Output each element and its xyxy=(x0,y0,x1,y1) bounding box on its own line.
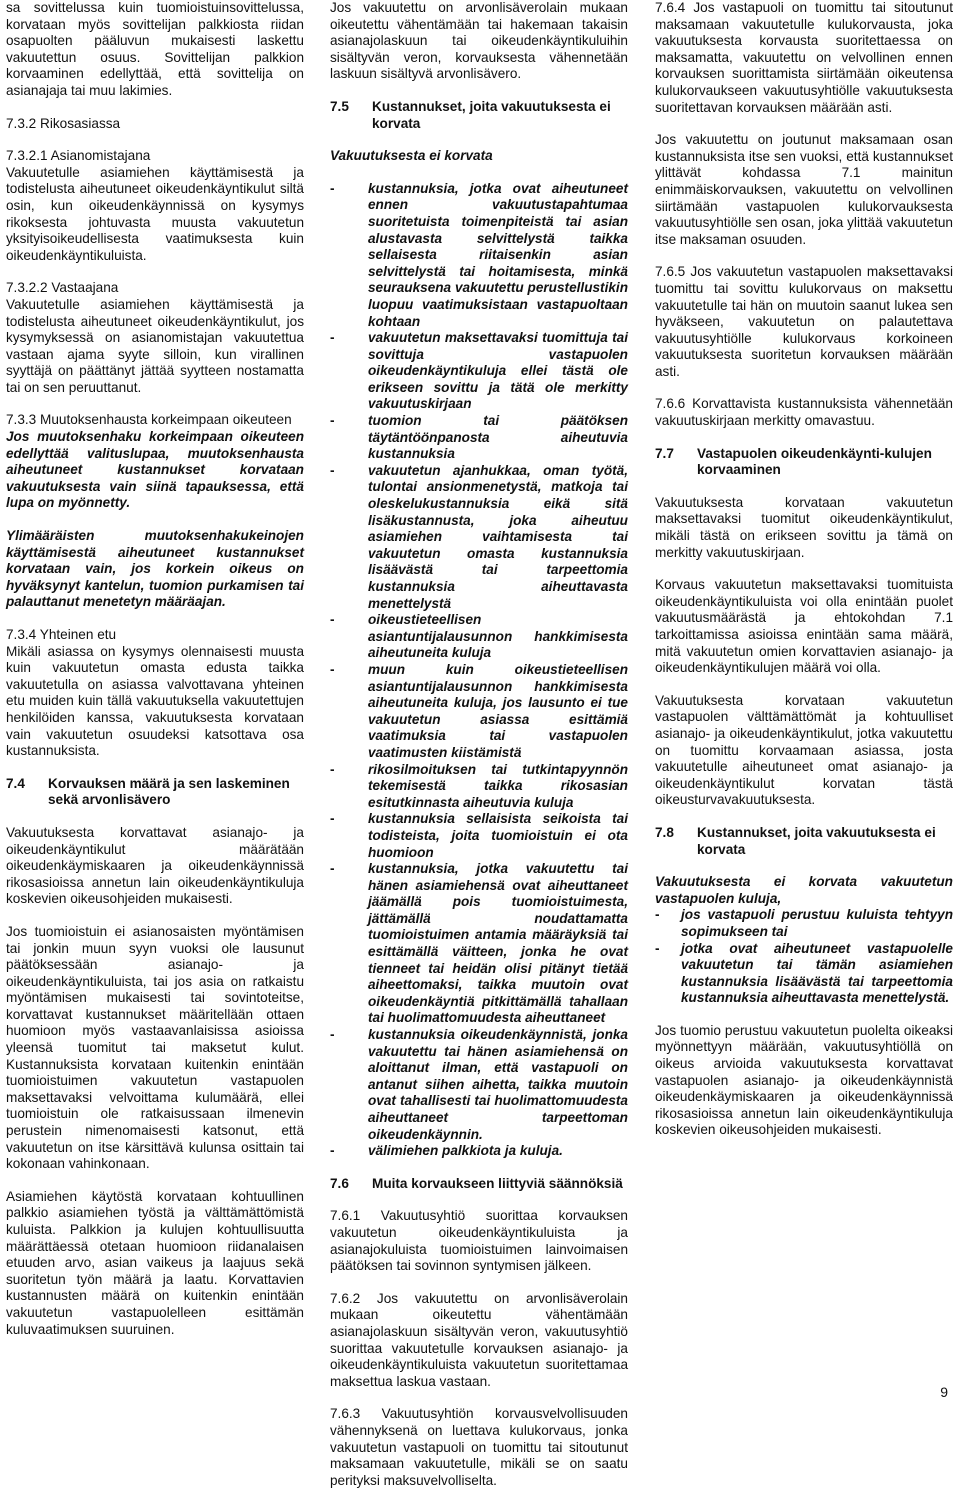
paragraph-7-4-2: Jos tuomioistuin ei asianosaisten myöntämisen tai jonkin muun syyn vuoksi ole lausunut päätöksessään asianajo- ja oikeudenkäyntikuluista, tai jos asia on ratkaistu myöntämisen mukaisesti tai sovintoteitse, korvattavat kustannukset määritellään ottaen huomioon myös vastaavanlaisissa asioissa yleensä tuomitut tai maksetut kulut. Kustannuksista korvataan kuitenkin enintään tuomioistuimen vakuutetun vastapuolen maksettavaksi velvoittama kulumäärä, ellei tuomioistuin ole ratkaisussaan ilmenevin perustein nimenomaisesti katsonut, että vakuutetun on itse kärsittävä kulunsa osittain tai kokonaan vahinkonaan. xyxy=(6,923,304,1172)
heading-7-6 xyxy=(330,1176,628,1193)
paragraph-7-6-2: 7.6.2 Jos vakuutettu on arvonlisäverolain mukaan oikeutettu vähentämään asianajolaskuun sisältyvän veron, vakuutusyhtiö suorittaa vakuutetulle korvauksen asianajo- ja oikeudenkäyntikuluista vakuutetun suoritettamaa maksettua laskua vastaan. xyxy=(330,1290,628,1389)
paragraph-arvonlisavero: Jos vakuutettu on arvonlisäverolain mukaan oikeutettu vähentämään tai hakemaan takaisin asianajolaskuun tai oikeudenkäyntikuluihin sisältyvän veron, korvauksesta vähennetään laskuun sisältyvä arvonlisävero. xyxy=(330,0,628,82)
paragraph-7-3-2-1: Vakuutetulle asiamiehen käyttämisestä ja todistelusta aiheutuneet oikeudenkäyntikulut siltä osin, kun oikeudenkäynnissä on kysymys rikoksesta johtuvasta muusta vakuutetun yksityisoikeudellisesta vaatimuksesta kuin oikeudenkäyntikuluista. xyxy=(6,164,304,263)
heading-7-6-title: Muita korvaukseen liittyviä säännöksiä xyxy=(372,1175,623,1191)
paragraph-7-4-3: Asiamiehen käytöstä korvataan kohtuullinen palkkio asiamiehen työstä ja välttämättömistä kuluista. Palkkion ja kulujen kohtuullisuutta määrättäessä otetaan huomioon riidanalaisen etuuden arvo, asian vaikeus ja laajuus sekä suoritetun työn määrä ja laatu. Korvattavien kustannusten määrä on kuitenkin enintään vakuutetun vastapuolelleen esittämän kuluvaatimuksen suuruinen. xyxy=(6,1188,304,1337)
paragraph-7-6-4b: Jos vakuutettu on joutunut maksamaan osan kustannuksista itse sen vuoksi, että kustannukset ylittävät kohdassa 7.1 mainitun enimmäiskorvauksen, vakuutettu on velvollinen siirtämään vastapuolen kulukorvauksesta vakuutusyhtiölle sen osan, joka ylittää vakuutetun itse maksaman osuuden. xyxy=(655,132,953,247)
paragraph-sovittelu: sa sovittelussa kuin tuomioistuinsovittelussa, korvataan myös sovittelijan palkkiosta riidan osapuolten pääluvun mukaisesti laskettu vakuutettun osuus. Sovittelijan palkkion korvaaminen edellyttää, että sovittelija on asianajaja tai muu lakimies. xyxy=(6,0,304,98)
list-7-8-exclusions xyxy=(655,907,953,1007)
list-item: - rikosilmoituksen tai tutkintapyynnön tekemisestä taikka rikosasian esitutkinnasta aiheutuvia kuluja xyxy=(330,762,628,812)
heading-7-5 xyxy=(330,99,628,132)
section-7-3-2-2 xyxy=(6,280,304,396)
list-item: - tuomion tai päätöksen täytäntöönpanosta aiheutuvia kustannuksia xyxy=(330,413,628,463)
subheading-7-3-3: 7.3.3 Muutoksenhausta korkeimpaan oikeuteen xyxy=(6,412,292,428)
subheading-7-3-2-1: 7.3.2.1 Asianomistajana xyxy=(6,148,151,164)
paragraph-7-7-1: Vakuutuksesta korvataan vakuutetun maksettavaksi tuomitut oikeudenkäyntikulut, mikäli tästä on erikseen sovittu ja tämä on merkitty vakuutuskirjaan. xyxy=(655,494,953,560)
paragraph-7-8: Jos tuomio perustuu vakuutetun puolelta oikeaksi myönnettyyn määrään, vakuutusyhtiöllä on oikeus arvioida vakuutuksesta korvattavat vastapuolen asianajo- ja oikeudenkäynnistä oikeudenkäymiskaaren ja oikeudenkäynnissä rikosasioissa annetun lain oikeudenkäyntikuluja koskevien oikeusohjeiden mukaisesti. xyxy=(655,1022,953,1138)
heading-7-5-title: Kustannukset, joita vakuutuksesta ei korvata xyxy=(372,98,611,131)
paragraph-7-6-6: 7.6.6 Korvattavista kustannuksista vähennetään vakuutuskirjaan merkitty omavastuu. xyxy=(655,396,953,429)
lead-7-5: Vakuutuksesta ei korvata xyxy=(330,148,493,164)
page-number: 9 xyxy=(940,1384,948,1400)
list-item: - vakuutetun maksettavaksi tuomittuja tai sovittuja vastapuolen oikeudenkäyntikuluja ellei tästä ole erikseen sovittu ja tätä ole merkitty vakuutuskirjaan xyxy=(330,330,628,413)
heading-7-6-number: 7.6 xyxy=(330,1175,349,1191)
heading-7-4-title: Korvauksen määrä ja sen laskeminen sekä arvonlisävero xyxy=(48,775,290,808)
heading-7-8-title: Kustannukset, joita vakuutuksesta ei korvata xyxy=(697,824,936,857)
heading-7-7 xyxy=(655,446,953,479)
lead-7-8: Vakuutuksesta ei korvata vakuutetun vastapuolen kuluja, xyxy=(655,874,953,906)
heading-7-5-number: 7.5 xyxy=(330,98,349,114)
heading-7-7-number: 7.7 xyxy=(655,445,674,461)
paragraph-7-4-1: Vakuutuksesta korvattavat asianajo- ja oikeudenkäyntikulut määrätään oikeudenkäymiskaaren ja oikeudenkäynnissä rikosasioissa annetun lain oikeudenkäyntikuluja koskevien oikeusohjeiden mukaisesti. xyxy=(6,824,304,907)
heading-7-4 xyxy=(6,776,304,809)
paragraph-ylimaaraiset: Ylimääräisten muutoksenhakukeinojen käyttämisestä aiheutuneet kustannukset korvataan vain, jos korkein oikeus on hyväksynyt kantelun, tuomion purkamisen tai palauttanut menetetyn määräajan. xyxy=(6,528,304,610)
paragraph-7-6-4a: 7.6.4 Jos vastapuoli on tuomittu tai sitoutunut maksamaan vakuutetulle kulukorvausta, joka vakuutuksesta korvausta suoritettaessa on maksamatta, vakuutettu on velvollinen ennen korvauksen suorittamista siirtämään oikeutensa kulukorvaukseen vakuutusyhtiölle vakuutuksesta suoritettavan korvauksen määrään asti. xyxy=(655,0,953,115)
paragraph-7-6-3: 7.6.3 Vakuutusyhtiön korvausvelvollisuuden vähennyksenä on luettava kulukorvaus, jonka vakuutetun vastapuoli on tuomittu tai sitoutunut maksamaan vakuutetulle, mikäli se on saatu perityksi maksuvelvolliselta. xyxy=(330,1406,628,1488)
list-item: - kustannuksia sellaisista seikoista tai todisteista, joita tuomioistuin ei ota huomioon xyxy=(330,811,628,861)
paragraph-7-6-1: 7.6.1 Vakuutusyhtiö suorittaa korvauksen vakuutetun oikeudenkäyntikuluista ja asianajokuluista tuomioistuimen lainvoimaisen päätöksen tai sovinnon syntymisen jälkeen. xyxy=(330,1208,628,1274)
subheading-7-3-4: 7.3.4 Yhteinen etu xyxy=(6,627,117,642)
section-7-3-2-1 xyxy=(6,148,304,264)
list-item: - vakuutetun ajanhukkaa, oman työtä, tulontai ansionmenetystä, matkoja tai oleskelukustannuksia eikä sitä lisäkustannusta, joka aiheutuu asiamiehen vaihtamisesta tai vakuutetun omasta kustannuksia lisäävästä tai tarpeettomia kustannuksia aiheuttavasta menettelystä xyxy=(330,463,628,612)
heading-7-3-2: 7.3.2 Rikosasiassa xyxy=(6,115,121,131)
list-item: - muun kuin oikeustieteellisen asiantuntijalausunnon hankkimisesta aiheutuneita kuluja, jos lausunto ei tue vakuutetun asiassa esittämiä vaatimuksia tai vastapuolen vaatimusten kiistämistä xyxy=(330,662,628,762)
list-item: - oikeustieteellisen asiantuntijalausunnon hankkimisesta aiheutuneita kuluja xyxy=(330,612,628,662)
paragraph-7-6-5: 7.6.5 Jos vakuutetun vastapuolen maksettavaksi tuomittu tai sovittu kulukorvaus on maksettu vakuutetulle tai hän on muutoin saanut lukea sen hyväkseen, vakuutetun on palautettava vakuutusyhtiölle kulukorvaus korkoineen vakuutuksesta suoritetun korvauksen määrään asti. xyxy=(655,264,953,379)
list-item: - jos vastapuoli perustuu kuluista tehtyyn sopimukseen tai xyxy=(655,907,953,940)
list-item: - kustannuksia, jotka ovat aiheutuneet ennen vakuutustapahtumaa suoritetuista toimenpiteistä tai asian alustavasta selvittelystä taikka sellaisesta riitaisenkin asian selvittelystä tai hoitamisesta, minkä seurauksena vakuutettu perustellustikin luopuu vaatimuksistaan vastapuoltaan kohtaan xyxy=(330,181,628,330)
list-7-5-exclusions xyxy=(330,181,628,1160)
list-item: - välimiehen palkkiota ja kuluja. xyxy=(330,1143,628,1160)
column-right xyxy=(655,0,953,1155)
heading-7-8-number: 7.8 xyxy=(655,824,674,840)
heading-7-4-number: 7.4 xyxy=(6,775,25,791)
section-7-3-3 xyxy=(6,412,304,512)
heading-7-7-title: Vastapuolen oikeudenkäynti-kulujen korvaaminen xyxy=(697,445,932,478)
paragraph-7-7-2: Korvaus vakuutetun maksettavaksi tuomituista oikeudenkäyntikuluista voi olla enintään puolet vakuutusmäärästä ja ehtokohdan 7.1 tarkoittamissa asioissa enintään sama määrä, mitä vakuutetun omien korvattavien asianajo- ja oikeudenkäyntikulujen määrä voi olla. xyxy=(655,577,953,676)
list-item: - jotka ovat aiheutuneet vastapuolelle vakuutetun tai tämän asiamiehen kustannuksia lisäävästä tai tarpeettomia kustannuksia aiheuttavasta menettelystä. xyxy=(655,941,953,1007)
column-middle xyxy=(330,0,628,1505)
column-left xyxy=(6,0,304,1354)
list-item: - kustannuksia, jotka vakuutettu tai hänen asiamiehensä ovat aiheuttaneet jäämällä pois tuomioistuimesta, jättämällä noudattamatta tuomioistuimen antamia määräyksiä tai esittämällä väitteen, jonka he ovat tienneet tai heidän olisi pitänyt tietää aiheettomaksi, taikka muutoin ovat oikeudenkäyntiä pitkittämällä tahallaan tai huolimattomuudesta aiheuttaneet xyxy=(330,861,628,1027)
paragraph-7-3-4: Mikäli asiassa on kysymys olennaisesti muusta kuin vakuutetun omasta edusta taikka vakuutetulla on asiassa valvottavana yhteinen etu muiden kuin tällä vakuutuksella vakuutettujen henkilöiden kanssa, vakuutuksesta korvataan vain vakuutetun osuudeksi katsottava osa kustannuksista. xyxy=(6,643,304,759)
paragraph-7-3-2-2: Vakuutetulle asiamiehen käyttämisestä ja todistelusta aiheutuneet oikeudenkäyntikulut, jos kysymyksessä on asianomistajan vakuutettua vastaan ajama syyte silloin, kun virallinen syyttäjä on päättänyt jättää syytteen nostamatta tai on sen peruuttanut. xyxy=(6,296,304,395)
paragraph-7-3-3: Jos muutoksenhaku korkeimpaan oikeuteen edellyttää valituslupaa, muutoksenhausta aiheutuneet kustannukset korvataan vakuutuksesta vain siinä tapauksessa, että lupa on myönnetty. xyxy=(6,429,304,511)
section-7-3-4 xyxy=(6,627,304,760)
heading-7-8 xyxy=(655,825,953,858)
list-item: - kustannuksia oikeudenkäynnistä, jonka vakuutettu tai hänen asiamiehensä on aloittanut ilman, että vastapuoli on antanut siihen aihetta, taikka muutoin ovat tahallisesti tai huolimattomuudesta aiheuttaneet tarpeettoman oikeudenkäynnin. xyxy=(330,1027,628,1143)
subheading-7-3-2-2: 7.3.2.2 Vastaajana xyxy=(6,280,119,296)
paragraph-7-7-3: Vakuutuksesta korvataan vakuutetun vastapuolen välttämättömät ja kohtuulliset asianajo- ja oikeudenkäyntikulut, jotka vakuutettu on tuomittu korvaamaan asiassa, josta vakuutetulle aiheutuneet omat asianajo- ja oikeudenkäyntikulut korvatan tästä oikeusturvavakuutuksesta. xyxy=(655,692,953,808)
